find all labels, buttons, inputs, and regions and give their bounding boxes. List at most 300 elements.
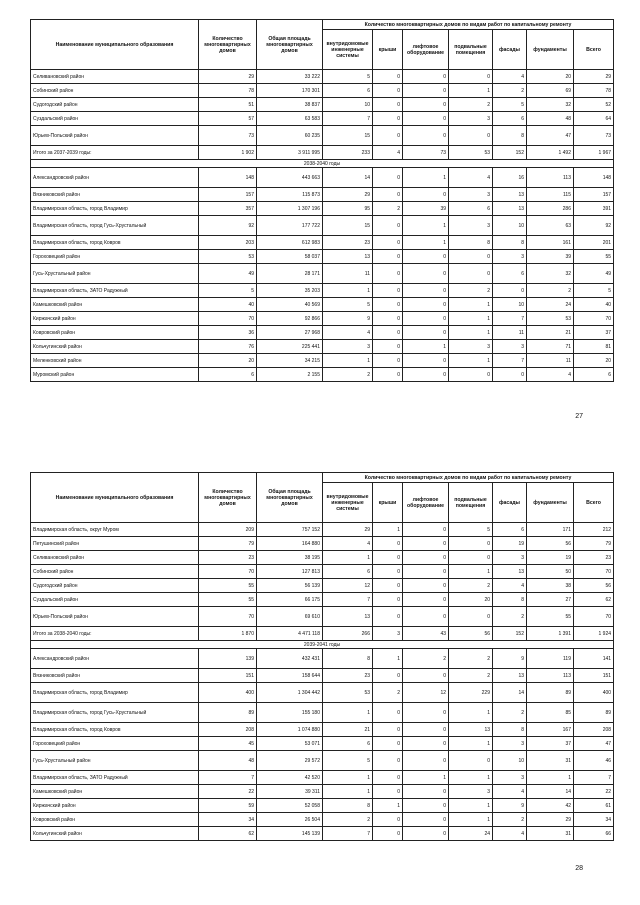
cell-value: 4 471 118 bbox=[257, 627, 323, 641]
cell-value: 13 bbox=[323, 607, 373, 627]
municipality-name: Ковровский район bbox=[31, 813, 199, 827]
cell-value: 1 bbox=[449, 565, 493, 579]
cell-value: 2 bbox=[323, 368, 373, 382]
cell-value: 0 bbox=[373, 168, 403, 188]
cell-value: 0 bbox=[403, 126, 449, 146]
cell-value: 42 bbox=[527, 799, 574, 813]
cell-value: 0 bbox=[403, 326, 449, 340]
municipality-name: Селивановский район bbox=[31, 70, 199, 84]
cell-value: 164 880 bbox=[257, 537, 323, 551]
cell-value: 35 203 bbox=[257, 284, 323, 298]
cell-value: 49 bbox=[199, 264, 257, 284]
cell-value: 612 983 bbox=[257, 236, 323, 250]
cell-value: 85 bbox=[527, 703, 574, 723]
cell-value: 757 152 bbox=[257, 523, 323, 537]
cell-value: 113 bbox=[527, 669, 574, 683]
table-row bbox=[31, 579, 614, 593]
cell-value: 0 bbox=[373, 551, 403, 565]
municipality-name: Суздальский район bbox=[31, 593, 199, 607]
cell-value: 1 bbox=[449, 84, 493, 98]
cell-value: 148 bbox=[574, 168, 614, 188]
table-row bbox=[31, 627, 614, 641]
cell-value: 0 bbox=[373, 785, 403, 799]
cell-value: 32 bbox=[527, 98, 574, 112]
cell-value: 27 968 bbox=[257, 326, 323, 340]
table-row bbox=[31, 236, 614, 250]
cell-value: 32 bbox=[527, 264, 574, 284]
cell-value: 70 bbox=[199, 607, 257, 627]
cell-value: 391 bbox=[574, 202, 614, 216]
cell-value: 443 663 bbox=[257, 168, 323, 188]
cell-value: 3 bbox=[449, 340, 493, 354]
table-row bbox=[31, 683, 614, 703]
cell-value: 70 bbox=[199, 565, 257, 579]
cell-value: 8 bbox=[323, 649, 373, 669]
municipality-name: Вязниковский район bbox=[31, 188, 199, 202]
cell-value: 63 bbox=[527, 216, 574, 236]
municipality-name: Собинский район bbox=[31, 84, 199, 98]
cell-value: 1 bbox=[323, 785, 373, 799]
cell-value: 61 bbox=[574, 799, 614, 813]
municipality-name: Киржачский район bbox=[31, 799, 199, 813]
header-group: Количество многоквартирных домов по видам работ по капитальному ремонту bbox=[323, 473, 614, 483]
cell-value: 0 bbox=[403, 98, 449, 112]
cell-value: 5 bbox=[493, 98, 527, 112]
cell-value: 13 bbox=[493, 188, 527, 202]
cell-value: 0 bbox=[373, 703, 403, 723]
cell-value: 0 bbox=[373, 284, 403, 298]
cell-value: 0 bbox=[373, 579, 403, 593]
cell-value: 0 bbox=[373, 565, 403, 579]
cell-value: 15 bbox=[323, 216, 373, 236]
municipality-name: Итого за 2038-2040 годы: bbox=[31, 627, 199, 641]
cell-value: 70 bbox=[199, 312, 257, 326]
cell-value: 0 bbox=[403, 537, 449, 551]
table-row bbox=[31, 669, 614, 683]
cell-value: 152 bbox=[493, 627, 527, 641]
header-sub-total: Всего bbox=[574, 483, 614, 523]
cell-value: 2 bbox=[323, 813, 373, 827]
cell-value: 7 bbox=[199, 771, 257, 785]
cell-value: 0 bbox=[493, 368, 527, 382]
cell-value: 29 572 bbox=[257, 751, 323, 771]
cell-value: 212 bbox=[574, 523, 614, 537]
cell-value: 113 bbox=[527, 168, 574, 188]
header-sub-elevators: лифтовое оборудование bbox=[403, 30, 449, 70]
table-row bbox=[31, 537, 614, 551]
cell-value: 0 bbox=[403, 112, 449, 126]
cell-value: 34 bbox=[574, 813, 614, 827]
table-row bbox=[31, 84, 614, 98]
cell-value: 139 bbox=[199, 649, 257, 669]
cell-value: 233 bbox=[323, 146, 373, 160]
cell-value: 3 911 995 bbox=[257, 146, 323, 160]
municipality-name: Владимирская область, ЗАТО Радужный bbox=[31, 771, 199, 785]
cell-value: 151 bbox=[574, 669, 614, 683]
cell-value: 3 bbox=[373, 627, 403, 641]
cell-value: 2 bbox=[449, 669, 493, 683]
municipality-name: Собинский район bbox=[31, 565, 199, 579]
header-area: Общая площадь многоквартирных домов bbox=[257, 20, 323, 70]
cell-value: 0 bbox=[449, 551, 493, 565]
cell-value: 0 bbox=[403, 669, 449, 683]
cell-value: 0 bbox=[373, 593, 403, 607]
cell-value: 141 bbox=[574, 649, 614, 669]
cell-value: 3 bbox=[493, 250, 527, 264]
cell-value: 7 bbox=[493, 312, 527, 326]
cell-value: 0 bbox=[403, 799, 449, 813]
municipality-name: Юрьев-Польский район bbox=[31, 607, 199, 627]
cell-value: 40 bbox=[574, 298, 614, 312]
cell-value: 2 155 bbox=[257, 368, 323, 382]
municipality-name: Юрьев-Польский район bbox=[31, 126, 199, 146]
cell-value: 0 bbox=[373, 771, 403, 785]
cell-value: 5 bbox=[323, 70, 373, 84]
cell-value: 115 bbox=[527, 188, 574, 202]
cell-value: 0 bbox=[373, 236, 403, 250]
cell-value: 51 bbox=[199, 98, 257, 112]
cell-value: 2 bbox=[493, 813, 527, 827]
cell-value: 71 bbox=[527, 340, 574, 354]
cell-value: 0 bbox=[403, 723, 449, 737]
table-row bbox=[31, 250, 614, 264]
cell-value: 209 bbox=[199, 523, 257, 537]
cell-value: 6 bbox=[493, 523, 527, 537]
cell-value: 4 bbox=[493, 70, 527, 84]
cell-value: 22 bbox=[199, 785, 257, 799]
cell-value: 70 bbox=[574, 565, 614, 579]
header-sub-elevators: лифтовое оборудование bbox=[403, 483, 449, 523]
cell-value: 157 bbox=[199, 188, 257, 202]
cell-value: 0 bbox=[403, 70, 449, 84]
page-28 bbox=[30, 472, 613, 872]
cell-value: 89 bbox=[527, 683, 574, 703]
cell-value: 10 bbox=[323, 98, 373, 112]
cell-value: 1 bbox=[403, 340, 449, 354]
cell-value: 10 bbox=[493, 751, 527, 771]
cell-value: 0 bbox=[373, 368, 403, 382]
cell-value: 0 bbox=[449, 264, 493, 284]
cell-value: 0 bbox=[403, 551, 449, 565]
cell-value: 47 bbox=[574, 737, 614, 751]
cell-value: 145 139 bbox=[257, 827, 323, 841]
page-number: 27 bbox=[575, 413, 583, 420]
header-area: Общая площадь многоквартирных домов bbox=[257, 473, 323, 523]
cell-value: 286 bbox=[527, 202, 574, 216]
cell-value: 48 bbox=[527, 112, 574, 126]
header-sub-systems: внутридомовые инженерные системы bbox=[323, 30, 373, 70]
cell-value: 34 bbox=[199, 813, 257, 827]
cell-value: 3 bbox=[493, 551, 527, 565]
cell-value: 7 bbox=[323, 112, 373, 126]
cell-value: 9 bbox=[493, 649, 527, 669]
cell-value: 0 bbox=[373, 669, 403, 683]
cell-value: 13 bbox=[493, 202, 527, 216]
cell-value: 89 bbox=[199, 703, 257, 723]
cell-value: 38 837 bbox=[257, 98, 323, 112]
cell-value: 0 bbox=[403, 312, 449, 326]
cell-value: 92 bbox=[199, 216, 257, 236]
cell-value: 0 bbox=[373, 537, 403, 551]
municipality-name: Гусь-Хрустальный район bbox=[31, 264, 199, 284]
cell-value: 0 bbox=[403, 284, 449, 298]
table-row bbox=[31, 799, 614, 813]
table-row bbox=[31, 216, 614, 236]
cell-value: 0 bbox=[373, 250, 403, 264]
cell-value: 8 bbox=[493, 126, 527, 146]
cell-value: 1 924 bbox=[574, 627, 614, 641]
header-sub-facades: фасады bbox=[493, 483, 527, 523]
header-sub-basements: подвальные помещения bbox=[449, 30, 493, 70]
cell-value: 55 bbox=[527, 607, 574, 627]
cell-value: 46 bbox=[574, 751, 614, 771]
header-sub-roofs: крыши bbox=[373, 483, 403, 523]
cell-value: 2 bbox=[373, 202, 403, 216]
cell-value: 42 520 bbox=[257, 771, 323, 785]
cell-value: 0 bbox=[373, 216, 403, 236]
cell-value: 76 bbox=[199, 340, 257, 354]
cell-value: 1 bbox=[449, 354, 493, 368]
cell-value: 1 bbox=[449, 737, 493, 751]
cell-value: 31 bbox=[527, 827, 574, 841]
table-row bbox=[31, 771, 614, 785]
cell-value: 432 431 bbox=[257, 649, 323, 669]
cell-value: 0 bbox=[373, 264, 403, 284]
cell-value: 2 bbox=[449, 579, 493, 593]
cell-value: 400 bbox=[199, 683, 257, 703]
capital-repair-table-page-28 bbox=[30, 472, 614, 841]
municipality-name: Гороховецкий район bbox=[31, 250, 199, 264]
cell-value: 4 bbox=[493, 579, 527, 593]
cell-value: 7 bbox=[323, 593, 373, 607]
cell-value: 56 bbox=[574, 579, 614, 593]
municipality-name: Владимирская область, ЗАТО Радужный bbox=[31, 284, 199, 298]
cell-value: 4 bbox=[493, 827, 527, 841]
municipality-name: Камешковский район bbox=[31, 785, 199, 799]
header-group: Количество многоквартирных домов по видам работ по капитальному ремонту bbox=[323, 20, 614, 30]
cell-value: 78 bbox=[574, 84, 614, 98]
table-row bbox=[31, 98, 614, 112]
cell-value: 50 bbox=[527, 565, 574, 579]
cell-value: 1 304 442 bbox=[257, 683, 323, 703]
cell-value: 0 bbox=[403, 84, 449, 98]
municipality-name: Владимирская область, город Гусь-Хрустальный bbox=[31, 216, 199, 236]
municipality-name: Владимирская область, город Владимир bbox=[31, 202, 199, 216]
cell-value: 28 171 bbox=[257, 264, 323, 284]
cell-value: 20 bbox=[449, 593, 493, 607]
municipality-name: Александровский район bbox=[31, 649, 199, 669]
cell-value: 19 bbox=[527, 551, 574, 565]
cell-value: 0 bbox=[449, 537, 493, 551]
cell-value: 203 bbox=[199, 236, 257, 250]
cell-value: 62 bbox=[199, 827, 257, 841]
cell-value: 66 175 bbox=[257, 593, 323, 607]
cell-value: 0 bbox=[373, 354, 403, 368]
municipality-name: Гусь-Хрустальный район bbox=[31, 751, 199, 771]
cell-value: 13 bbox=[493, 669, 527, 683]
table-row bbox=[31, 751, 614, 771]
municipality-name: Владимирская область, город Владимир bbox=[31, 683, 199, 703]
cell-value: 1 bbox=[449, 799, 493, 813]
cell-value: 64 bbox=[574, 112, 614, 126]
table-row bbox=[31, 551, 614, 565]
cell-value: 0 bbox=[373, 737, 403, 751]
municipality-name: Александровский район bbox=[31, 168, 199, 188]
cell-value: 4 bbox=[373, 146, 403, 160]
cell-value: 70 bbox=[574, 607, 614, 627]
cell-value: 0 bbox=[373, 84, 403, 98]
cell-value: 0 bbox=[403, 593, 449, 607]
cell-value: 8 bbox=[449, 236, 493, 250]
cell-value: 1 492 bbox=[527, 146, 574, 160]
cell-value: 37 bbox=[527, 737, 574, 751]
cell-value: 20 bbox=[199, 354, 257, 368]
cell-value: 10 bbox=[493, 298, 527, 312]
table-row bbox=[31, 354, 614, 368]
cell-value: 155 180 bbox=[257, 703, 323, 723]
cell-value: 95 bbox=[323, 202, 373, 216]
cell-value: 5 bbox=[323, 298, 373, 312]
cell-value: 1 bbox=[403, 168, 449, 188]
municipality-name: Судогодский район bbox=[31, 98, 199, 112]
cell-value: 170 301 bbox=[257, 84, 323, 98]
cell-value: 2 bbox=[493, 703, 527, 723]
cell-value: 0 bbox=[403, 785, 449, 799]
cell-value: 39 311 bbox=[257, 785, 323, 799]
table-row bbox=[31, 593, 614, 607]
cell-value: 0 bbox=[373, 723, 403, 737]
cell-value: 2 bbox=[449, 284, 493, 298]
municipality-name: Камешковский район bbox=[31, 298, 199, 312]
cell-value: 1 bbox=[403, 236, 449, 250]
municipality-name: Владимирская область, город Ковров bbox=[31, 723, 199, 737]
cell-value: 0 bbox=[373, 188, 403, 202]
cell-value: 3 bbox=[493, 340, 527, 354]
cell-value: 1 bbox=[373, 799, 403, 813]
table-row bbox=[31, 264, 614, 284]
cell-value: 47 bbox=[527, 126, 574, 146]
cell-value: 6 bbox=[574, 368, 614, 382]
cell-value: 21 bbox=[323, 723, 373, 737]
cell-value: 22 bbox=[574, 785, 614, 799]
period-row bbox=[31, 641, 614, 649]
cell-value: 29 bbox=[527, 813, 574, 827]
cell-value: 127 813 bbox=[257, 565, 323, 579]
cell-value: 55 bbox=[574, 250, 614, 264]
municipality-name: Кольчугинский район bbox=[31, 340, 199, 354]
cell-value: 2 bbox=[493, 607, 527, 627]
cell-value: 12 bbox=[323, 579, 373, 593]
cell-value: 0 bbox=[403, 579, 449, 593]
cell-value: 1 967 bbox=[574, 146, 614, 160]
cell-value: 13 bbox=[493, 565, 527, 579]
cell-value: 73 bbox=[574, 126, 614, 146]
cell-value: 13 bbox=[449, 723, 493, 737]
cell-value: 0 bbox=[403, 737, 449, 751]
cell-value: 1 bbox=[449, 298, 493, 312]
municipality-name: Киржачский район bbox=[31, 312, 199, 326]
cell-value: 3 bbox=[449, 188, 493, 202]
cell-value: 78 bbox=[199, 84, 257, 98]
cell-value: 0 bbox=[403, 298, 449, 312]
municipality-name: Владимирская область, округ Муром bbox=[31, 523, 199, 537]
cell-value: 0 bbox=[373, 312, 403, 326]
cell-value: 0 bbox=[403, 188, 449, 202]
cell-value: 0 bbox=[449, 751, 493, 771]
cell-value: 49 bbox=[574, 264, 614, 284]
cell-value: 0 bbox=[373, 607, 403, 627]
cell-value: 6 bbox=[323, 737, 373, 751]
cell-value: 9 bbox=[493, 799, 527, 813]
cell-value: 0 bbox=[403, 565, 449, 579]
cell-value: 24 bbox=[449, 827, 493, 841]
cell-value: 2 bbox=[373, 683, 403, 703]
cell-value: 1 bbox=[527, 771, 574, 785]
municipality-name: Кольчугинский район bbox=[31, 827, 199, 841]
page-27 bbox=[30, 19, 613, 420]
cell-value: 1 bbox=[323, 354, 373, 368]
cell-value: 14 bbox=[527, 785, 574, 799]
cell-value: 161 bbox=[527, 236, 574, 250]
cell-value: 92 bbox=[574, 216, 614, 236]
table-row bbox=[31, 827, 614, 841]
header-sub-systems: внутридомовые инженерные системы bbox=[323, 483, 373, 523]
cell-value: 70 bbox=[574, 312, 614, 326]
cell-value: 2 bbox=[527, 284, 574, 298]
cell-value: 81 bbox=[574, 340, 614, 354]
cell-value: 73 bbox=[403, 146, 449, 160]
cell-value: 148 bbox=[199, 168, 257, 188]
cell-value: 0 bbox=[403, 264, 449, 284]
cell-value: 9 bbox=[323, 312, 373, 326]
period-label: 2038-2040 годы bbox=[31, 160, 614, 168]
header-name: Наименование муниципального образования bbox=[31, 20, 199, 70]
cell-value: 0 bbox=[373, 340, 403, 354]
cell-value: 73 bbox=[199, 126, 257, 146]
cell-value: 1 307 196 bbox=[257, 202, 323, 216]
municipality-name: Муромский район bbox=[31, 368, 199, 382]
cell-value: 10 bbox=[493, 216, 527, 236]
cell-value: 69 bbox=[527, 84, 574, 98]
cell-value: 0 bbox=[449, 250, 493, 264]
cell-value: 11 bbox=[527, 354, 574, 368]
cell-value: 53 bbox=[449, 146, 493, 160]
cell-value: 5 bbox=[449, 523, 493, 537]
cell-value: 55 bbox=[199, 593, 257, 607]
cell-value: 79 bbox=[574, 537, 614, 551]
cell-value: 0 bbox=[403, 827, 449, 841]
cell-value: 171 bbox=[527, 523, 574, 537]
cell-value: 11 bbox=[493, 326, 527, 340]
cell-value: 8 bbox=[493, 593, 527, 607]
cell-value: 0 bbox=[403, 523, 449, 537]
cell-value: 0 bbox=[449, 607, 493, 627]
cell-value: 1 bbox=[449, 703, 493, 723]
municipality-name: Ковровский район bbox=[31, 326, 199, 340]
cell-value: 39 bbox=[527, 250, 574, 264]
cell-value: 23 bbox=[323, 669, 373, 683]
municipality-name: Суздальский район bbox=[31, 112, 199, 126]
cell-value: 39 bbox=[403, 202, 449, 216]
cell-value: 4 bbox=[527, 368, 574, 382]
capital-repair-table-page-27 bbox=[30, 19, 614, 382]
cell-value: 115 873 bbox=[257, 188, 323, 202]
cell-value: 60 235 bbox=[257, 126, 323, 146]
municipality-name: Селивановский район bbox=[31, 551, 199, 565]
cell-value: 400 bbox=[574, 683, 614, 703]
cell-value: 23 bbox=[323, 236, 373, 250]
cell-value: 52 058 bbox=[257, 799, 323, 813]
